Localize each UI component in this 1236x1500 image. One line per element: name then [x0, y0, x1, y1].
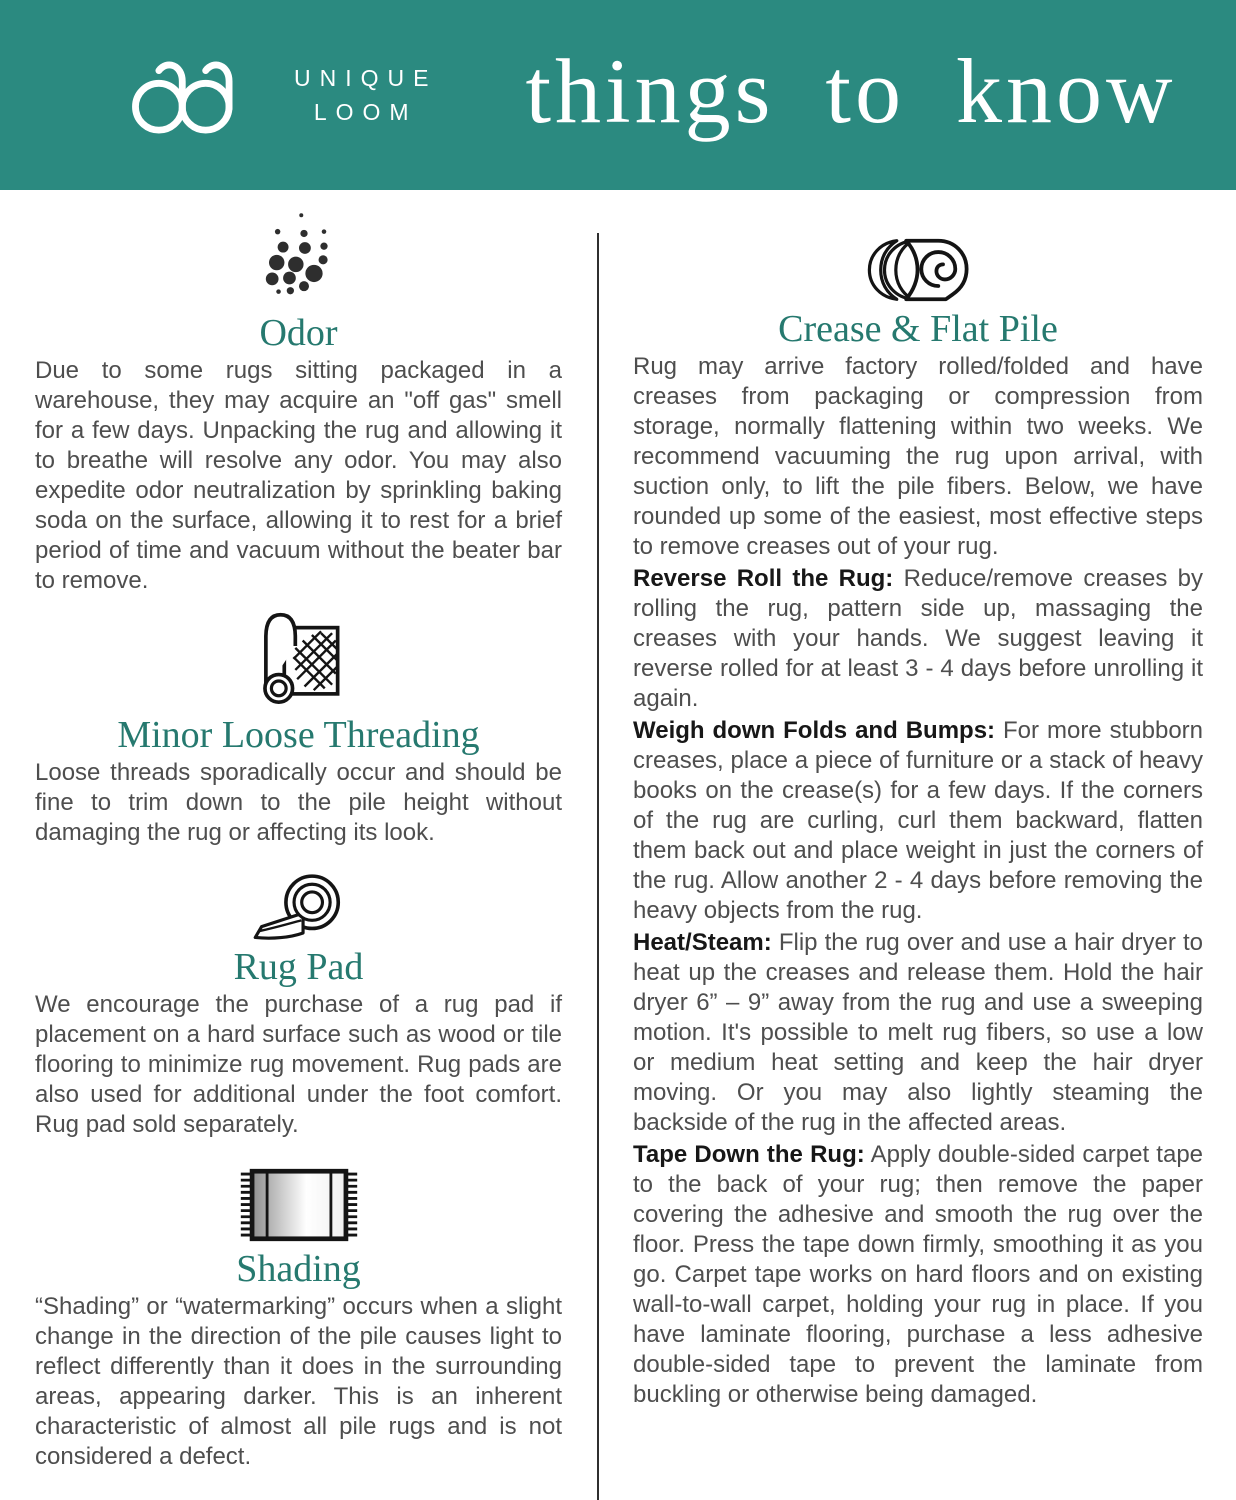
tip-text: Flip the rug over and use a hair dryer to heat up the creases and release them. Hold the hair dryer 6” – 9” away from the rug and use a sweeping motion. It's possible to melt rug fibers, so use a low or medium heat setting and keep the hair dryer moving. Or you may also lightly steaming the backside of the rug in the affected areas.: [633, 929, 1203, 1136]
section-body: “Shading” or “watermarking” occurs when a slight change in the direction of the pile causes light to reflect differently than it does in the surrounding areas, appearing darker. This is an inherent characteristic of almost all pile rugs and is not considered a defect.: [35, 1293, 562, 1470]
rug-pad-roll-icon: [247, 868, 351, 942]
section-title: Crease & Flat Pile: [778, 308, 1058, 350]
unique-loom-logo-icon: [118, 56, 268, 134]
section-title: Shading: [236, 1248, 361, 1290]
section-rug-pad: [35, 868, 562, 1140]
section-title: Odor: [259, 312, 338, 354]
tip-weigh-down: [633, 716, 1203, 926]
section-shading: [35, 1166, 562, 1472]
section-minor-loose-threading: [35, 606, 562, 848]
tip-label: Weigh down Folds and Bumps:: [633, 717, 996, 744]
tip-heat-steam: [633, 928, 1203, 1138]
brand-name: [294, 61, 437, 129]
header-banner: [0, 0, 1236, 190]
tip-text: Reduce/remove creases by rolling the rug, pattern side up, massaging the creases with your hands. We suggest leaving it reverse rolled for at least 3 - 4 days before unrolling it again.: [633, 565, 1204, 712]
section-title: Minor Loose Threading: [117, 714, 480, 756]
content: [0, 190, 1236, 1472]
brand-lockup: [118, 56, 437, 134]
brand-line-unique: UNIQUE: [294, 65, 438, 91]
rolled-rug-crosshatch-icon: [253, 606, 345, 710]
column-divider: [597, 233, 599, 1500]
left-column: [35, 190, 562, 1472]
section-crease-flat-pile: [633, 236, 1203, 1410]
tip-tape-down: [633, 1140, 1203, 1410]
tip-label: Tape Down the Rug:: [633, 1141, 865, 1168]
page-title: things to know: [525, 40, 1177, 142]
section-odor: [35, 208, 562, 596]
tip-label: Heat/Steam:: [633, 929, 772, 956]
odor-sprinkle-dots-icon: [255, 208, 343, 308]
shaded-rug-gradient-icon: [238, 1166, 360, 1244]
section-body: Due to some rugs sitting packaged in a warehouse, they may acquire an "off gas" smell for a few days. Unpacking the rug and allowing it to breathe will resolve any odor. You may also expedite odor neutralization by sprinkling baking soda on the surface, allowing it to rest for a brief period of time and vacuum without the beater bar to remove.: [35, 357, 562, 594]
section-body: We encourage the purchase of a rug pad if placement on a hard surface such as wood or tile flooring to minimize rug movement. Rug pads are also used for additional under the foot comfort. Rug pad sold separately.: [35, 991, 562, 1138]
tip-text: Apply double-sided carpet tape to the back of your rug; then remove the paper covering the adhesive and smooth the rug over the floor. Press the tape down firmly, smoothing it as you go. Carpet tape works on hard floors and on existing wall-to-wall carpet, holding your rug in place. If you have laminate flooring, purchase a less adhesive double-sided tape to prevent the laminate from buckling or otherwise being damaged.: [633, 1141, 1204, 1408]
right-column: [633, 190, 1203, 1472]
rolled-rug-spiral-icon: [859, 236, 977, 304]
section-body: Loose threads sporadically occur and should be fine to trim down to the pile height without damaging the rug or affecting its look.: [35, 759, 562, 846]
section-intro: Rug may arrive factory rolled/folded and have creases from packaging or compression from storage, normally flattening within two weeks. We recommend vacuuming the rug upon arrival, with suction only, to lift the pile fibers. Below, we have rounded up some of the easiest, most effective steps to remove creases out of your rug.: [633, 353, 1203, 560]
tip-text: For more stubborn creases, place a piece of furniture or a stack of heavy books on the crease(s) for a few days. If the corners of the rug are curling, curl them backward, flatten them back out and place weight in just the corners of the rug. Allow another 2 - 4 days before removing the heavy objects from the rug.: [633, 717, 1204, 924]
tip-reverse-roll: [633, 564, 1203, 714]
brand-line-loom: LOOM: [313, 99, 418, 125]
section-title: Rug Pad: [233, 946, 364, 988]
tip-label: Reverse Roll the Rug:: [633, 565, 894, 592]
